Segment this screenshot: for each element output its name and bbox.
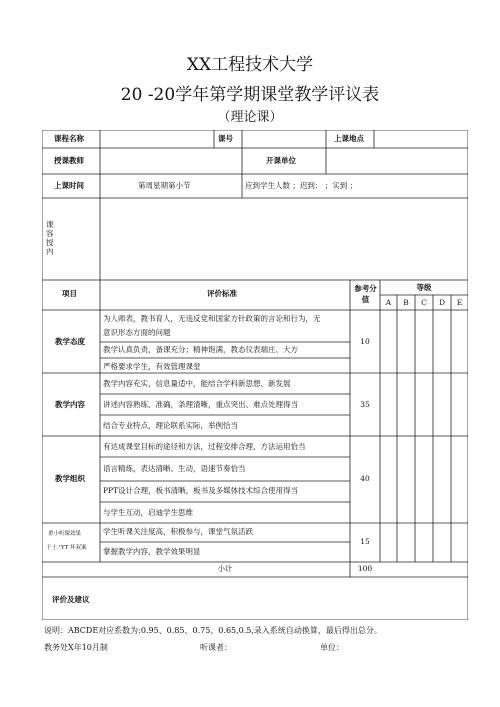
- section-content-score: 35: [360, 400, 370, 409]
- section-attitude-score: 10: [360, 337, 370, 346]
- location-label: 上课地点: [334, 134, 364, 143]
- time-value: 第周星期第小节: [138, 181, 191, 190]
- unit-label: 开课单位: [266, 156, 296, 165]
- grade-e: E: [456, 298, 463, 307]
- criteria-line: 掌握教学内容，教学效果明显: [103, 547, 201, 556]
- criteria-line: 为人师表，教书育人，无违反党和国家方针政策的言论和行为，无: [103, 314, 321, 323]
- teacher-label: 授课教师: [54, 156, 84, 165]
- ref-score-header: 参考分值: [354, 284, 377, 304]
- grade-d: D: [438, 298, 445, 307]
- criteria-line: 有达成课堂目标的途径和方法，过程安排合理，方法运用恰当: [103, 442, 306, 451]
- subtotal-label: 小计: [217, 564, 233, 573]
- section-effect-score: 15: [360, 537, 370, 546]
- criteria-line: 结合专业特点，理论联系实际，举例恰当: [103, 421, 238, 430]
- criteria-line: 学生听课关注度高，积极参与，课堂气氛活跃: [103, 527, 253, 536]
- criteria-line: 教学内容充实，信息量适中，能结合学科新思想、新发展: [103, 379, 291, 388]
- course-no-label: 课号: [218, 134, 233, 143]
- item-header: 项目: [62, 289, 77, 298]
- section-organization-score: 40: [360, 474, 370, 483]
- criteria-line: 意识形态方面的问题: [103, 328, 171, 337]
- criteria-line: 严格要求学生，有效管理课堂: [103, 362, 201, 371]
- section-effect-name-line2: 于土 ¹YT 坏双案: [46, 545, 87, 551]
- section-organization-name: 教学组织: [55, 474, 85, 483]
- footer-listener: 听课者：: [200, 643, 232, 652]
- section-attitude-name: 教学态度: [55, 337, 85, 346]
- grade-b: B: [403, 298, 409, 307]
- time-label: 上课时间: [54, 181, 84, 190]
- content-label: 课容授内: [46, 220, 54, 256]
- comments-label: 评价及建议: [52, 595, 90, 604]
- standard-header: 评价标准: [207, 289, 237, 298]
- footer-unit: 单位：: [320, 643, 344, 652]
- criteria-line: 与学生互动，启迪学生思维: [103, 508, 193, 517]
- evaluation-table: [42, 130, 468, 620]
- subtotal-score: 100: [357, 564, 373, 573]
- section-effect-name-line1: 重小听课效果: [48, 531, 82, 537]
- grade-header: 等级: [416, 283, 432, 292]
- university-title: XX工程技术大学: [186, 55, 314, 75]
- grade-c: C: [421, 298, 427, 307]
- form-title: 20 -20学年第学期课堂教学评议表: [120, 85, 380, 105]
- criteria-line: 语言精炼，表达清晰、生动，语速节奏恰当: [103, 464, 246, 473]
- course-name-label: 课程名称: [54, 134, 84, 143]
- attendance-line: 应到学生人数 ；迟到： ；实到 ；: [245, 181, 358, 190]
- grade-a: A: [385, 298, 392, 307]
- form-subtitle: （理论课）: [217, 110, 283, 125]
- criteria-line: 教学认真负责，备课充分；精神饱满，教态仪表端庄、大方: [103, 345, 298, 354]
- criteria-line: PPT设计合理，板书清晰，板书及多媒体技术综合使用得当: [103, 486, 299, 495]
- section-content-name: 教学内容: [55, 400, 85, 409]
- criteria-line: 讲述内容熟练、准确，条理清晰，重点突出、难点处理得当: [103, 400, 298, 409]
- footer-office: 教务处X年10月制: [44, 643, 108, 652]
- footer-note: 说明：ABCDE对应系数为:0.95、0.85、0.75、0.65,0.5,录入系统自动换算，最后得出总分。: [44, 626, 382, 635]
